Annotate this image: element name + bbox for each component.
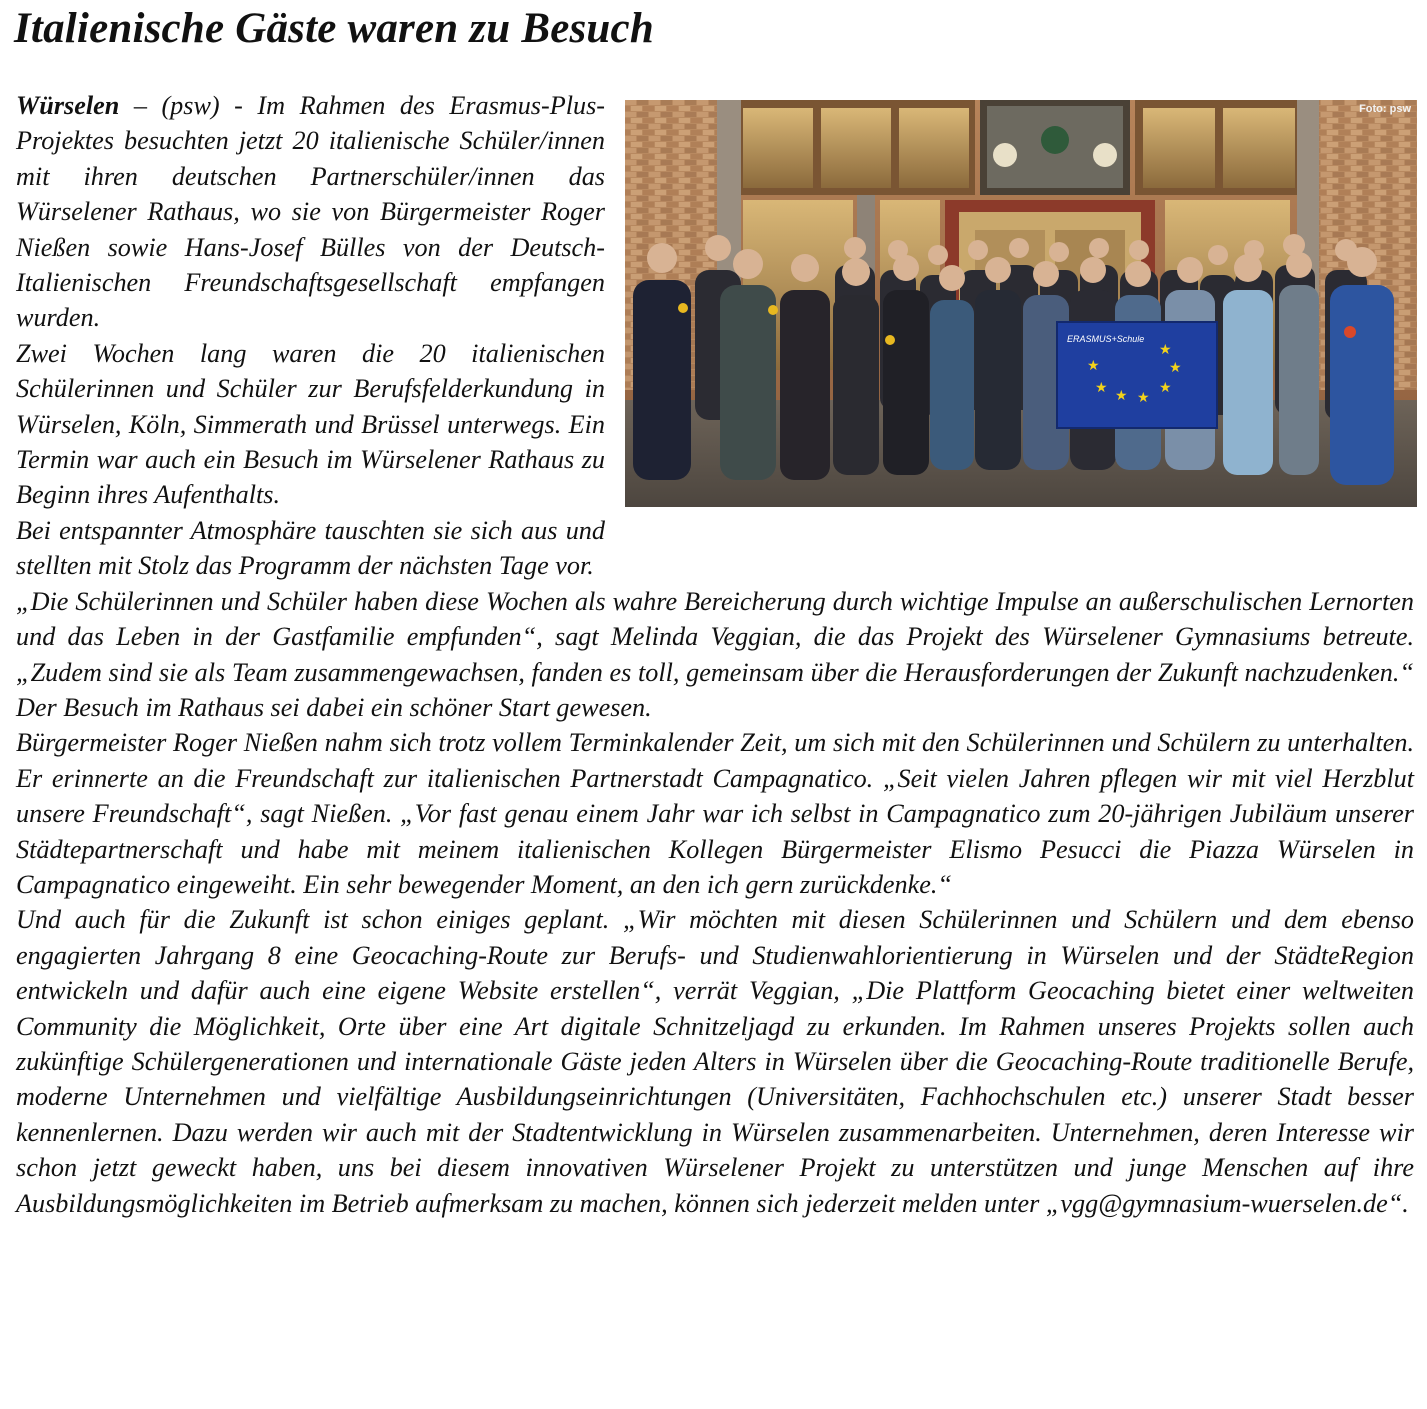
body-paragraph-3: „Die Schülerinnen und Schüler haben diese Wochen als wahre Bereicherung durch wichtige Impulse an außerschulischen Lernorten und das Leben in der Gastfamilie empfunden“, sagt Melinda Veggian, die das Projekt des Würselener Gymnasiums betreute. „Zudem sind sie als Team zusammengewachsen, fanden es toll, gemeinsam über die Herausforderungen der Zukunft nachzudenken.“ Der Besuch im Rathaus sei dabei ein schöner Start gewesen. <box>16 586 1414 722</box>
svg-text:★: ★ <box>1159 380 1172 396</box>
body-paragraph-5: Und auch für die Zukunft ist schon einiges geplant. „Wir möchten mit diesen Schülerinnen und Schülern und dem ebenso engagierten Jahrgang 8 eine Geocaching-Route zur Berufs- und Studienwahlorientierung in Würselen und der StädteRegion entwickeln und dafür auch eine eigene Website erstellen“, verrät Veggian, „Die Plattform Geocaching bietet einer weltweiten Community die Möglichkeit, Orte über eine Art digitale Schnitzeljagd zu erkunden. Im Rahmen unseres Projekts sollen auch zukünftige Schülergenerationen und internationale Gäste jeden Alters in Würselen über die Geocaching-Route traditionelle Berufe, moderne Unternehmen und vielfältige Ausbildungseinrichtungen (Universitäten, Fachhochschulen etc.) unserer Stadt besser kennenlernen. Dazu werden wir auch mit der Stadtentwicklung in Würselen zusammenarbeiten. Unternehmen, deren Interesse wir schon jetzt geweckt haben, uns bei diesem innovativen Würselener Projekt zu unterstützen und junge Menschen auf ihre Ausbildungsmöglichkeiten im Betrieb aufmerksam zu machen, können sich jederzeit melden unter „vgg@gymnasium-wuerselen.de“. <box>16 905 1414 1218</box>
group-photo <box>625 100 1417 507</box>
svg-text:★: ★ <box>1095 380 1108 396</box>
svg-text:★: ★ <box>1159 342 1172 358</box>
svg-text:★: ★ <box>1115 388 1128 404</box>
photo-credit: Foto: psw <box>1359 103 1411 115</box>
article-body <box>16 88 1414 1221</box>
body-paragraph-4: Bürgermeister Roger Nießen nahm sich trotz vollem Terminkalender Zeit, um sich mit den Schülerinnen und Schülern zu unterhalten. Er erinnerte an die Freundschaft zur italienischen Partnerstadt Campagnatico. „Seit vielen Jahren pflegen wir mit viel Herzblut unsere Freundschaft“, sagt Nießen. „Vor fast genau einem Jahr war ich selbst in Campagnatico zum 20-jährigen Jubiläum unserer Städtepartnerschaft und habe mit meinem italienischen Kollegen Bürgermeister Elismo Pesucci die Piazza Würselen in Campagnatico eingeweiht. Ein sehr bewegender Moment, an den ich gern zurückdenke.“ <box>16 728 1414 899</box>
dateline: Würselen <box>16 91 120 120</box>
body-paragraph-2: Bei entspannter Atmosphäre tauschten sie sich aus und stellten mit Stolz das Programm der nächsten Tage vor. <box>16 515 605 581</box>
svg-text:★: ★ <box>1169 360 1182 376</box>
article-headline: Italienische Gäste waren zu Besuch <box>14 5 654 52</box>
group-photo-illustration <box>625 100 1417 507</box>
lead-text: – (psw) - Im Rahmen des Erasmus-Plus-Projektes besuchten jetzt 20 italienische Schüler/innen mit ihren deutschen Partnerschüler/innen das Würselener Rathaus, wo sie von Bürgermeister Roger Nießen sowie Hans-Josef Bülles von der Deutsch-Italienischen Freundschaftsgesellschaft empfangen wurden. <box>16 91 605 333</box>
body-paragraph-1: Zwei Wochen lang waren die 20 italienischen Schülerinnen und Schüler zur Berufsfelderkundung in Würselen, Köln, Simmerath und Brüssel unterwegs. Ein Termin war auch ein Besuch im Würselener Rathaus zu Beginn ihres Aufenthalts. <box>16 338 605 510</box>
banner-text: ERASMUS+Schule <box>1067 334 1145 344</box>
svg-text:★: ★ <box>1137 390 1150 406</box>
svg-text:★: ★ <box>1087 358 1100 374</box>
